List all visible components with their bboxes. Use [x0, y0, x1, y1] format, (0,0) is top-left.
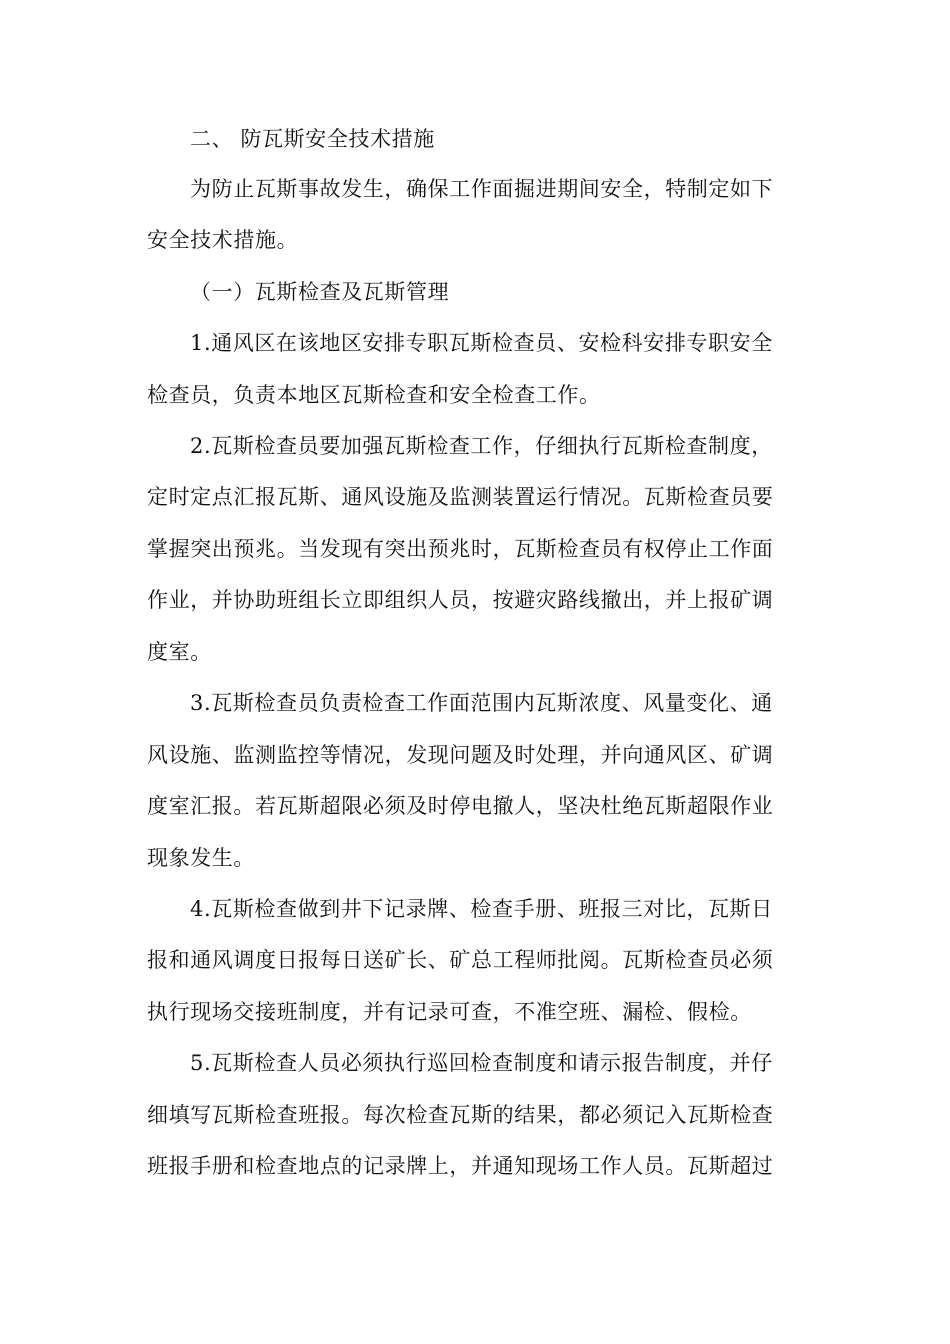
- item-3-line-2: 风设施、监测监控等情况，发现问题及时处理，并向通风区、矿调: [147, 743, 774, 767]
- item-3-line-3: 度室汇报。若瓦斯超限必须及时停电撤人，坚决杜绝瓦斯超限作业: [147, 794, 774, 818]
- item-1-line-1: 1.通风区在该地区安排专职瓦斯检查员、安检科安排专职安全: [190, 331, 773, 355]
- item-2-line-3: 掌握突出预兆。当发现有突出预兆时，瓦斯检查员有权停止工作面: [147, 537, 774, 561]
- item-2-line-4: 作业，并协助班组长立即组织人员，按避灾路线撤出，并上报矿调: [147, 588, 774, 612]
- item-2-line-2: 定时定点汇报瓦斯、通风设施及监测装置运行情况。瓦斯检查员要: [147, 485, 774, 509]
- item-2-line-1: 2.瓦斯检查员要加强瓦斯检查工作，仔细执行瓦斯检查制度，: [190, 434, 773, 458]
- section-heading: 二、 防瓦斯安全技术措施: [190, 127, 435, 151]
- paragraph-intro-line-2: 安全技术措施。: [147, 228, 299, 252]
- item-5-line-2: 细填写瓦斯检查班报。每次检查瓦斯的结果，都必须记入瓦斯检查: [147, 1103, 774, 1127]
- item-5-line-3: 班报手册和检查地点的记录牌上，并通知现场工作人员。瓦斯超过: [147, 1154, 774, 1178]
- item-4-line-1: 4.瓦斯检查做到井下记录牌、检查手册、班报三对比，瓦斯日: [190, 897, 773, 921]
- item-4-line-3: 执行现场交接班制度，并有记录可查，不准空班、漏检、假检。: [147, 1000, 752, 1024]
- item-1-line-2: 检查员，负责本地区瓦斯检查和安全检查工作。: [147, 383, 601, 407]
- item-2-line-5: 度室。: [147, 640, 212, 664]
- paragraph-intro-line-1: 为防止瓦斯事故发生，确保工作面掘进期间安全，特制定如下: [190, 177, 774, 201]
- item-3-line-4: 现象发生。: [147, 846, 255, 870]
- item-4-line-2: 报和通风调度日报每日送矿长、矿总工程师批阅。瓦斯检查员必须: [147, 948, 774, 972]
- item-5-line-1: 5.瓦斯检查人员必须执行巡回检查制度和请示报告制度，并仔: [190, 1051, 773, 1075]
- item-3-line-1: 3.瓦斯检查员负责检查工作面范围内瓦斯浓度、风量变化、通: [190, 691, 773, 715]
- subsection-heading: （一）瓦斯检查及瓦斯管理: [190, 280, 450, 304]
